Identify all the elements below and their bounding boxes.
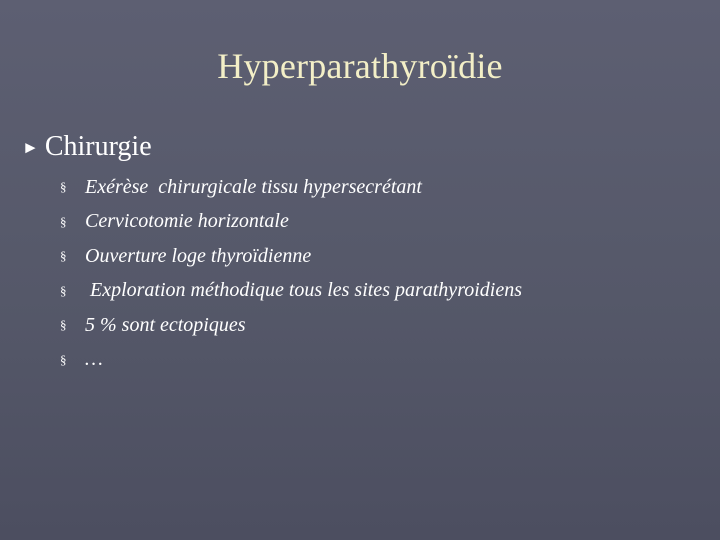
list-item-text: Exploration méthodique tous les sites parathyroidiens — [80, 279, 523, 302]
list-item — [60, 343, 522, 378]
section-bullet-icon: § — [60, 179, 67, 195]
section-bullet-icon: § — [60, 213, 67, 229]
list-item — [60, 205, 522, 240]
list-item — [60, 308, 522, 343]
bullet-list — [60, 170, 522, 377]
section-bullet-icon: § — [60, 282, 67, 298]
list-item-text: Exérèse chirurgicale tissu hypersecrétant — [80, 175, 422, 198]
list-item-text: Ouverture loge thyroïdienne — [80, 244, 312, 267]
section-heading — [22, 130, 152, 164]
list-item — [60, 239, 522, 274]
section-bullet-icon: § — [60, 351, 67, 367]
arrow-bullet-icon: ► — [22, 138, 39, 157]
list-item-text: … — [80, 348, 103, 371]
list-item-text: 5 % sont ectopiques — [80, 313, 246, 336]
list-item-text: Cervicotomie horizontale — [80, 210, 289, 233]
section-label: Chirurgie — [44, 131, 152, 162]
section-bullet-icon: § — [60, 317, 67, 333]
slide-title: Hyperparathyroïdie — [217, 46, 503, 86]
list-item — [60, 170, 522, 205]
section-bullet-icon: § — [60, 248, 67, 264]
list-item — [60, 274, 522, 309]
